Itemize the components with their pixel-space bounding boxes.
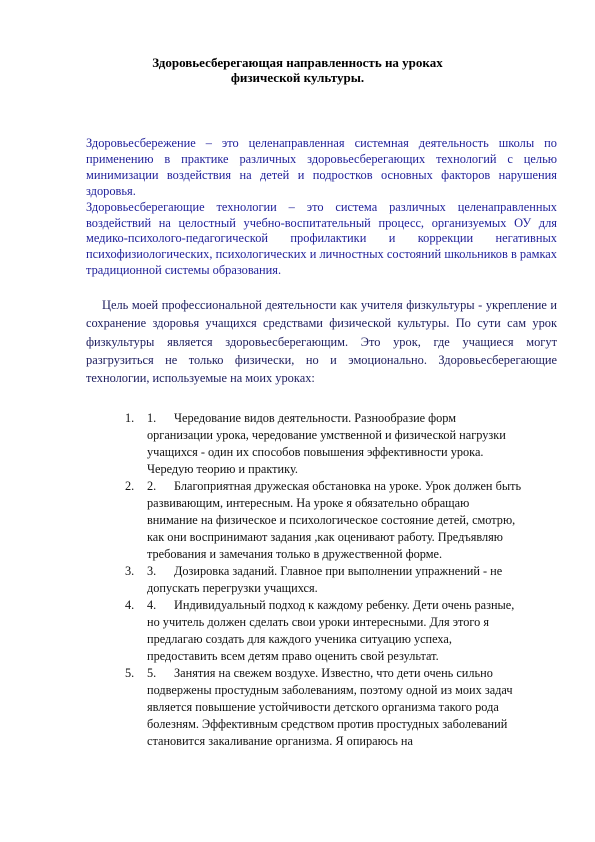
document-title bbox=[0, 55, 595, 85]
list-item bbox=[123, 410, 523, 478]
list-item-text: Индивидуальный подход к каждому ребенку. Дети очень разные, но учитель должен сделать свои уроки интересными. Для этого я предлагаю создать для каждого ученика ситуацию успеха, предоставить всем детям право оценить свой результат. bbox=[147, 598, 515, 663]
list-item-subnumber: 4. bbox=[147, 598, 157, 612]
list-item-number: 3. bbox=[125, 564, 135, 578]
list-item bbox=[123, 665, 523, 750]
list-item-text: Занятия на свежем воздухе. Известно, что дети очень сильно подвержены простудным заболеваниям, поэтому одной из моих задач является повышение устойчивости детского организма такого рода болезням. Эффективным средством против простудных заболеваний становится закаливание организма. Я опираюсь на bbox=[147, 666, 513, 748]
list-item-text: Чередование видов деятельности. Разнообразие форм организации урока, чередование умственной и физической нагрузки учащихся - один их способов повышения эффективности урока. Чередую теорию и практику. bbox=[147, 411, 506, 476]
list-item-number: 1. bbox=[125, 411, 135, 425]
list-item-subnumber: 1. bbox=[147, 411, 157, 425]
title-line-2: физической культуры. bbox=[230, 70, 365, 85]
list-item-text: Благоприятная дружеская обстановка на уроке. Урок должен быть развивающим, интересным. На уроке я обязательно обращаю внимание на физическое и психологическое состояние детей, смотрю, как они воспринимают задания ,как оценивают работу. Предъявляю требования и замечания только в дружественной форме. bbox=[147, 479, 522, 561]
list-item-subnumber: 2. bbox=[147, 479, 157, 493]
list-item-number: 2. bbox=[125, 479, 135, 493]
intro-paragraph-technologies: Здоровьесберегающие технологии – это система различных целенаправленных воздействий на целостный учебно-воспитательный процесс, организуемых ОУ для медико-психолого-педагогической профилактики и коррекции негативных психофизиологических, психологических и личностных состояний школьников в рамках традиционной системы образования. bbox=[86, 199, 557, 278]
list-item-subnumber: 3. bbox=[147, 564, 157, 578]
technologies-list bbox=[123, 410, 523, 750]
intro-section bbox=[86, 136, 557, 279]
title-line-1: Здоровьесберегающая направленность на уроках bbox=[152, 55, 443, 70]
list-item-subnumber: 5. bbox=[147, 666, 157, 680]
list-item bbox=[123, 563, 523, 597]
list-item-text: Дозировка заданий. Главное при выполнении упражнений - не допускать перегрузки учащихся. bbox=[147, 564, 503, 595]
list-item-number: 4. bbox=[125, 598, 135, 612]
list-item-number: 5. bbox=[125, 666, 135, 680]
list-item bbox=[123, 597, 523, 665]
goal-section bbox=[86, 296, 557, 387]
goal-paragraph: Цель моей профессиональной деятельности как учителя физкультуры - укрепление и сохранение здоровья учащихся средствами физической культуры. По сути сам урок физкультуры является здоровьесберегающим. Это урок, где учащиеся могут разгрузиться не только физически, но и эмоционально. Здоровьесберегающие технологии, используемые на моих уроках: bbox=[86, 298, 557, 386]
intro-paragraph-definition: Здоровьесбережение – это целенаправленная системная деятельность школы по применению в практике различных здоровьесберегающих технологий с целью минимизации воздействия на детей и подростков основных факторов нарушения здоровья. bbox=[86, 136, 557, 198]
list-item bbox=[123, 478, 523, 563]
